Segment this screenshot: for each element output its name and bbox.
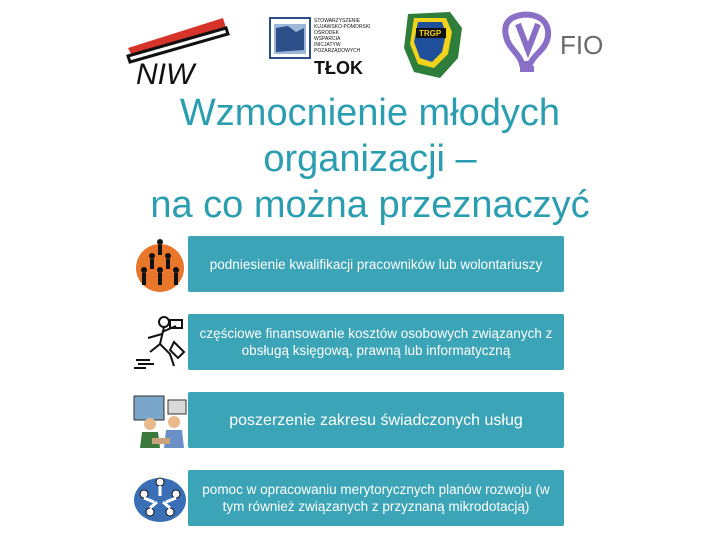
- svg-text:OŚRODEK: OŚRODEK: [314, 30, 340, 36]
- list-item: [128, 468, 566, 530]
- svg-text:TŁOK: TŁOK: [314, 58, 363, 78]
- svg-text:STOWARZYSZENIE: STOWARZYSZENIE: [314, 18, 361, 24]
- list-item: [128, 390, 566, 452]
- list-item: [128, 312, 566, 374]
- title-line-3: na co można przeznaczyć: [150, 184, 590, 226]
- svg-text:KUJAWSKO-POMORSKI: KUJAWSKO-POMORSKI: [314, 24, 371, 30]
- office-meeting-icon: [130, 390, 190, 450]
- svg-text:TRGP: TRGP: [419, 29, 442, 38]
- title-line-1: Wzmocnienie młodych: [179, 92, 561, 134]
- item-text-box: pomoc w opracowaniu merytorycznych planów rozwoju (w tym również związanych z przyznaną mikrodotacją): [188, 470, 564, 526]
- svg-text:POZARZĄDOWYCH: POZARZĄDOWYCH: [314, 48, 361, 54]
- teamwork-circle-icon: [130, 468, 190, 528]
- title-line-2: organizacji –: [263, 138, 477, 180]
- svg-text:FIO: FIO: [560, 30, 604, 60]
- svg-text:WSPARCIA: WSPARCIA: [314, 36, 341, 42]
- list-item: [128, 234, 566, 296]
- niw-logo: [118, 8, 238, 88]
- bureaucrat-icon: [130, 312, 190, 372]
- svg-text:INICJATYW: INICJATYW: [314, 42, 341, 48]
- fio-logo: [498, 10, 628, 76]
- people-pyramid-icon: [130, 234, 190, 294]
- item-text-box: podniesienie kwalifikacji pracowników lub wolontariuszy: [188, 236, 564, 292]
- item-text-box: poszerzenie zakresu świadczonych usług: [188, 392, 564, 448]
- trgp-logo: [400, 8, 468, 84]
- item-text-box: częściowe finansowanie kosztów osobowych związanych z obsługą księgową, prawną lub informatyczną: [188, 314, 564, 370]
- niw-logo-text: NIW: [136, 58, 195, 88]
- slide-title: [60, 90, 680, 228]
- tlok-logo: [268, 14, 378, 80]
